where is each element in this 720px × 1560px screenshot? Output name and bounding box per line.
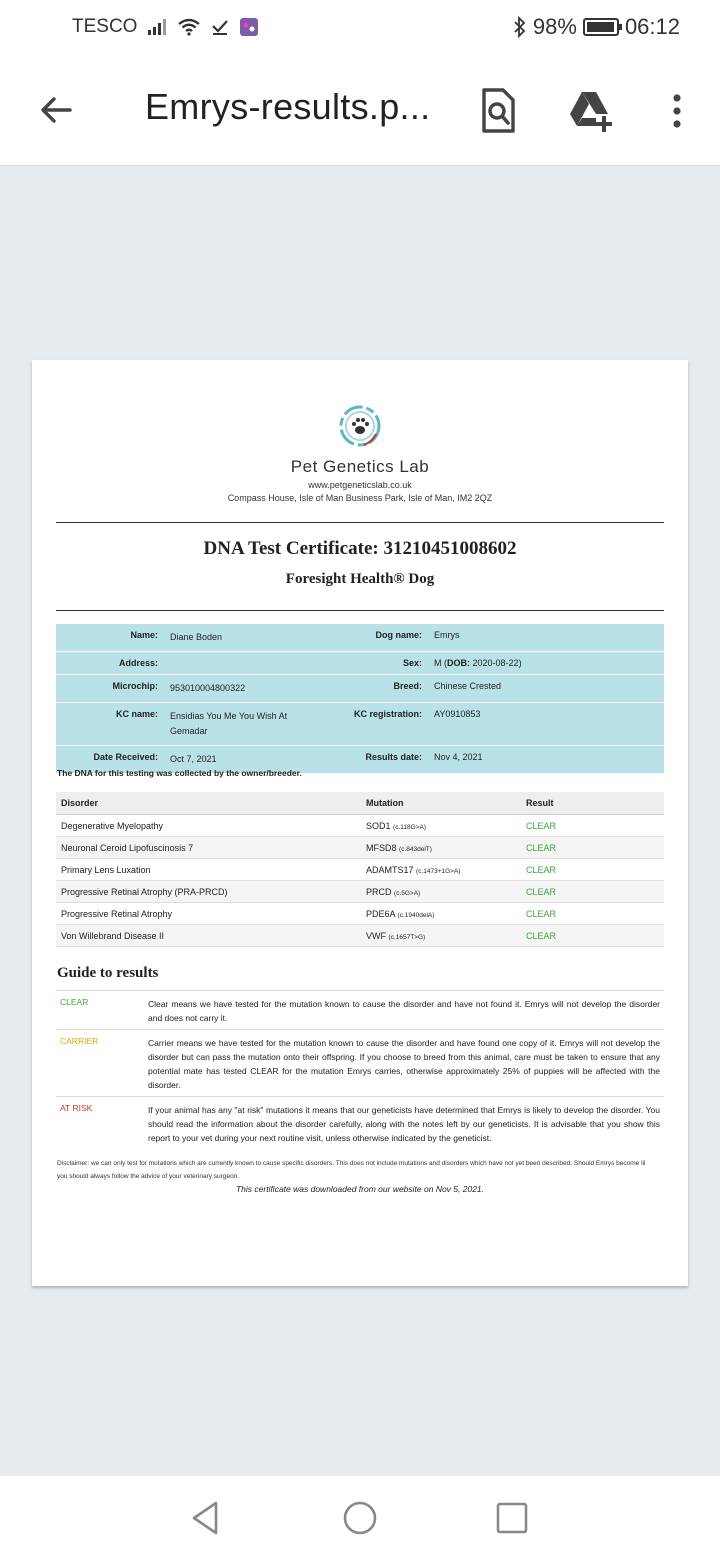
pdf-page	[32, 360, 688, 1286]
dog-name-label: Dog name:	[375, 630, 422, 640]
collection-note: The DNA for this testing was collected by the owner/breeder.	[57, 768, 302, 778]
guide-row-clear	[56, 990, 664, 1029]
app-bar	[0, 56, 720, 166]
gene-name: PRCD	[366, 886, 392, 897]
info-row	[56, 624, 664, 652]
variant: (c.843delT)	[399, 845, 432, 853]
breed-value: Chinese Crested	[434, 681, 502, 691]
kc-registration-value: AY0910853	[434, 709, 481, 719]
disorder-cell: Primary Lens Luxation	[56, 859, 361, 881]
home-nav-icon[interactable]	[340, 1498, 380, 1538]
wifi-icon	[177, 18, 201, 36]
disorder-cell: Neuronal Ceroid Lipofuscinosis 7	[56, 837, 361, 859]
result-cell: CLEAR	[521, 903, 664, 925]
download-note: This certificate was downloaded from our website on Nov 5, 2021.	[235, 1184, 485, 1194]
result-cell: CLEAR	[521, 925, 664, 947]
microchip-label: Microchip:	[112, 681, 158, 691]
table-row	[56, 881, 664, 903]
lab-address: Compass House, Isle of Man Business Park, Isle of Man, IM2 2QZ	[227, 493, 493, 503]
status-right	[513, 14, 680, 40]
gene-name: VWF	[366, 930, 386, 941]
certificate-title: DNA Test Certificate: 31210451008602	[203, 538, 517, 559]
result-cell: CLEAR	[521, 859, 664, 881]
status-bar	[0, 0, 720, 56]
search-in-document-icon[interactable]	[472, 86, 522, 136]
lab-url: www.petgeneticslab.co.uk	[308, 480, 412, 490]
kc-name-label: KC name:	[115, 709, 158, 719]
guide-label-carrier: CARRIER	[60, 1036, 99, 1046]
variant: (c.1657T>G)	[388, 933, 426, 941]
guide-text-carrier: Carrier means we have tested for the mutation known to cause the disorder and have found one copy of it. Emrys will not develop the disorder but can pass the mutation onto their offspring. If you choose to breed from this animal, care must be taken to ensure that any potential mate has tested CLEAR for the mutation Emrys carries, otherwise approximately 25% of puppies will be affected with the disorder.	[148, 1038, 660, 1090]
guide-label-at-risk: AT RISK	[60, 1103, 93, 1113]
info-row	[56, 703, 664, 746]
certificate-subtitle: Foresight Health® Dog	[285, 571, 435, 587]
mutation-cell	[361, 881, 521, 903]
gene-name: SOD1	[366, 820, 391, 831]
variant: (c.5G>A)	[394, 889, 421, 897]
lab-header	[32, 404, 688, 503]
divider	[56, 522, 664, 523]
date-received-value: Oct 7, 2021	[170, 754, 217, 764]
disorder-cell: Degenerative Myelopathy	[56, 815, 361, 837]
dob-value: 2020-08-22	[472, 658, 519, 668]
date-received-label: Date Received:	[93, 752, 158, 762]
gene-name: MFSD8	[366, 842, 397, 853]
mutation-cell	[361, 815, 521, 837]
gene-name: ADAMTS17	[366, 864, 414, 875]
disorder-cell: Von Willebrand Disease II	[56, 925, 361, 947]
bluetooth-icon	[513, 16, 527, 38]
mutation-cell	[361, 925, 521, 947]
recents-nav-icon[interactable]	[492, 1498, 532, 1538]
disorder-cell: Progressive Retinal Atrophy (PRA-PRCD)	[56, 881, 361, 903]
result-header: Result	[521, 792, 664, 815]
results-date-label: Results date:	[365, 752, 422, 762]
info-row	[56, 675, 664, 703]
sex-value: M	[434, 658, 442, 668]
navigation-bar	[0, 1476, 720, 1560]
disclaimer: Disclaimer: we can only test for mutations which are currently known to cause specific disorders. This does not include mutations and disorders which have not yet been described. Should Emrys become ill you should always follow the advice of your veterinary surgeon.	[57, 1160, 646, 1180]
clock: 06:12	[624, 14, 680, 39]
result-cell: CLEAR	[521, 837, 664, 859]
table-header	[56, 792, 664, 815]
kc-name-value: Ensidias You Me You Wish At Gemadar	[170, 711, 288, 736]
sex-dob: M (DOB: 2020-08-22)	[434, 658, 522, 668]
guide-row-carrier	[56, 1029, 664, 1096]
dob-label: DOB:	[447, 658, 470, 668]
add-to-drive-icon[interactable]	[566, 86, 616, 136]
more-vertical-icon[interactable]	[652, 86, 702, 136]
mutation-cell	[361, 837, 521, 859]
mutation-cell	[361, 903, 521, 925]
kc-registration-label: KC registration:	[353, 709, 422, 719]
guide-text-at-risk: If your animal has any "at risk" mutations it means that our geneticists have determined that Emrys is likely to develop the disorder. You should read the information about the disorder carefully, along with the notes left by our geneticists. It is advisable that you show this report to your vet during your next routine visit, unless otherwise indicated by the geneticist.	[148, 1105, 660, 1143]
result-cell: CLEAR	[521, 815, 664, 837]
disorder-cell: Progressive Retinal Atrophy	[56, 903, 361, 925]
table-row	[56, 859, 664, 881]
document-title: Emrys-results.p...	[145, 86, 431, 127]
name-label: Name:	[130, 630, 158, 640]
table-row	[56, 837, 664, 859]
lab-name: Pet Genetics Lab	[290, 457, 430, 476]
gene-name: PDE6A	[366, 908, 396, 919]
mutation-header: Mutation	[361, 792, 521, 815]
variant: (c.1940delA)	[397, 911, 435, 919]
address-value	[164, 652, 332, 674]
results-date-value: Nov 4, 2021	[434, 752, 483, 762]
table-row	[56, 815, 664, 837]
pdf-viewer[interactable]	[0, 166, 720, 1476]
sex-label: Sex:	[402, 658, 422, 668]
carrier-name: TESCO	[72, 16, 138, 37]
dog-name: Emrys	[434, 630, 460, 640]
guide-label-clear: CLEAR	[60, 997, 89, 1007]
paw-logo-icon	[338, 404, 382, 448]
app-notification-icon	[239, 17, 259, 37]
variant: (c.118G>A)	[393, 823, 426, 831]
arrow-left-icon[interactable]	[36, 90, 76, 130]
battery-percent: 98%	[532, 14, 577, 39]
back-nav-icon[interactable]	[186, 1498, 226, 1538]
guide-text-clear: Clear means we have tested for the mutation known to cause the disorder and have not found it. Emrys will not develop the disorder and does not carry it.	[148, 999, 660, 1023]
results-body	[56, 815, 664, 947]
guide-title: Guide to results	[57, 965, 159, 981]
disorder-header: Disorder	[56, 792, 361, 815]
microchip-value: 953010004800322	[170, 683, 246, 693]
divider	[56, 610, 664, 611]
table-row	[56, 925, 664, 947]
guide-list	[56, 990, 664, 1149]
mutation-cell	[361, 859, 521, 881]
result-cell: CLEAR	[521, 881, 664, 903]
breed-label: Breed:	[393, 681, 422, 691]
owner-name: Diane Boden	[170, 632, 223, 642]
download-done-icon	[211, 18, 229, 36]
table-row	[56, 903, 664, 925]
owner-dog-info	[56, 624, 664, 773]
guide-row-at-risk	[56, 1096, 664, 1149]
status-left	[72, 16, 259, 38]
variant: (c.1473+1G>A)	[416, 867, 461, 875]
results-table	[56, 792, 664, 947]
address-label: Address:	[118, 658, 158, 668]
battery-icon	[583, 18, 619, 36]
info-row	[56, 652, 664, 675]
signal-icon	[147, 18, 167, 36]
